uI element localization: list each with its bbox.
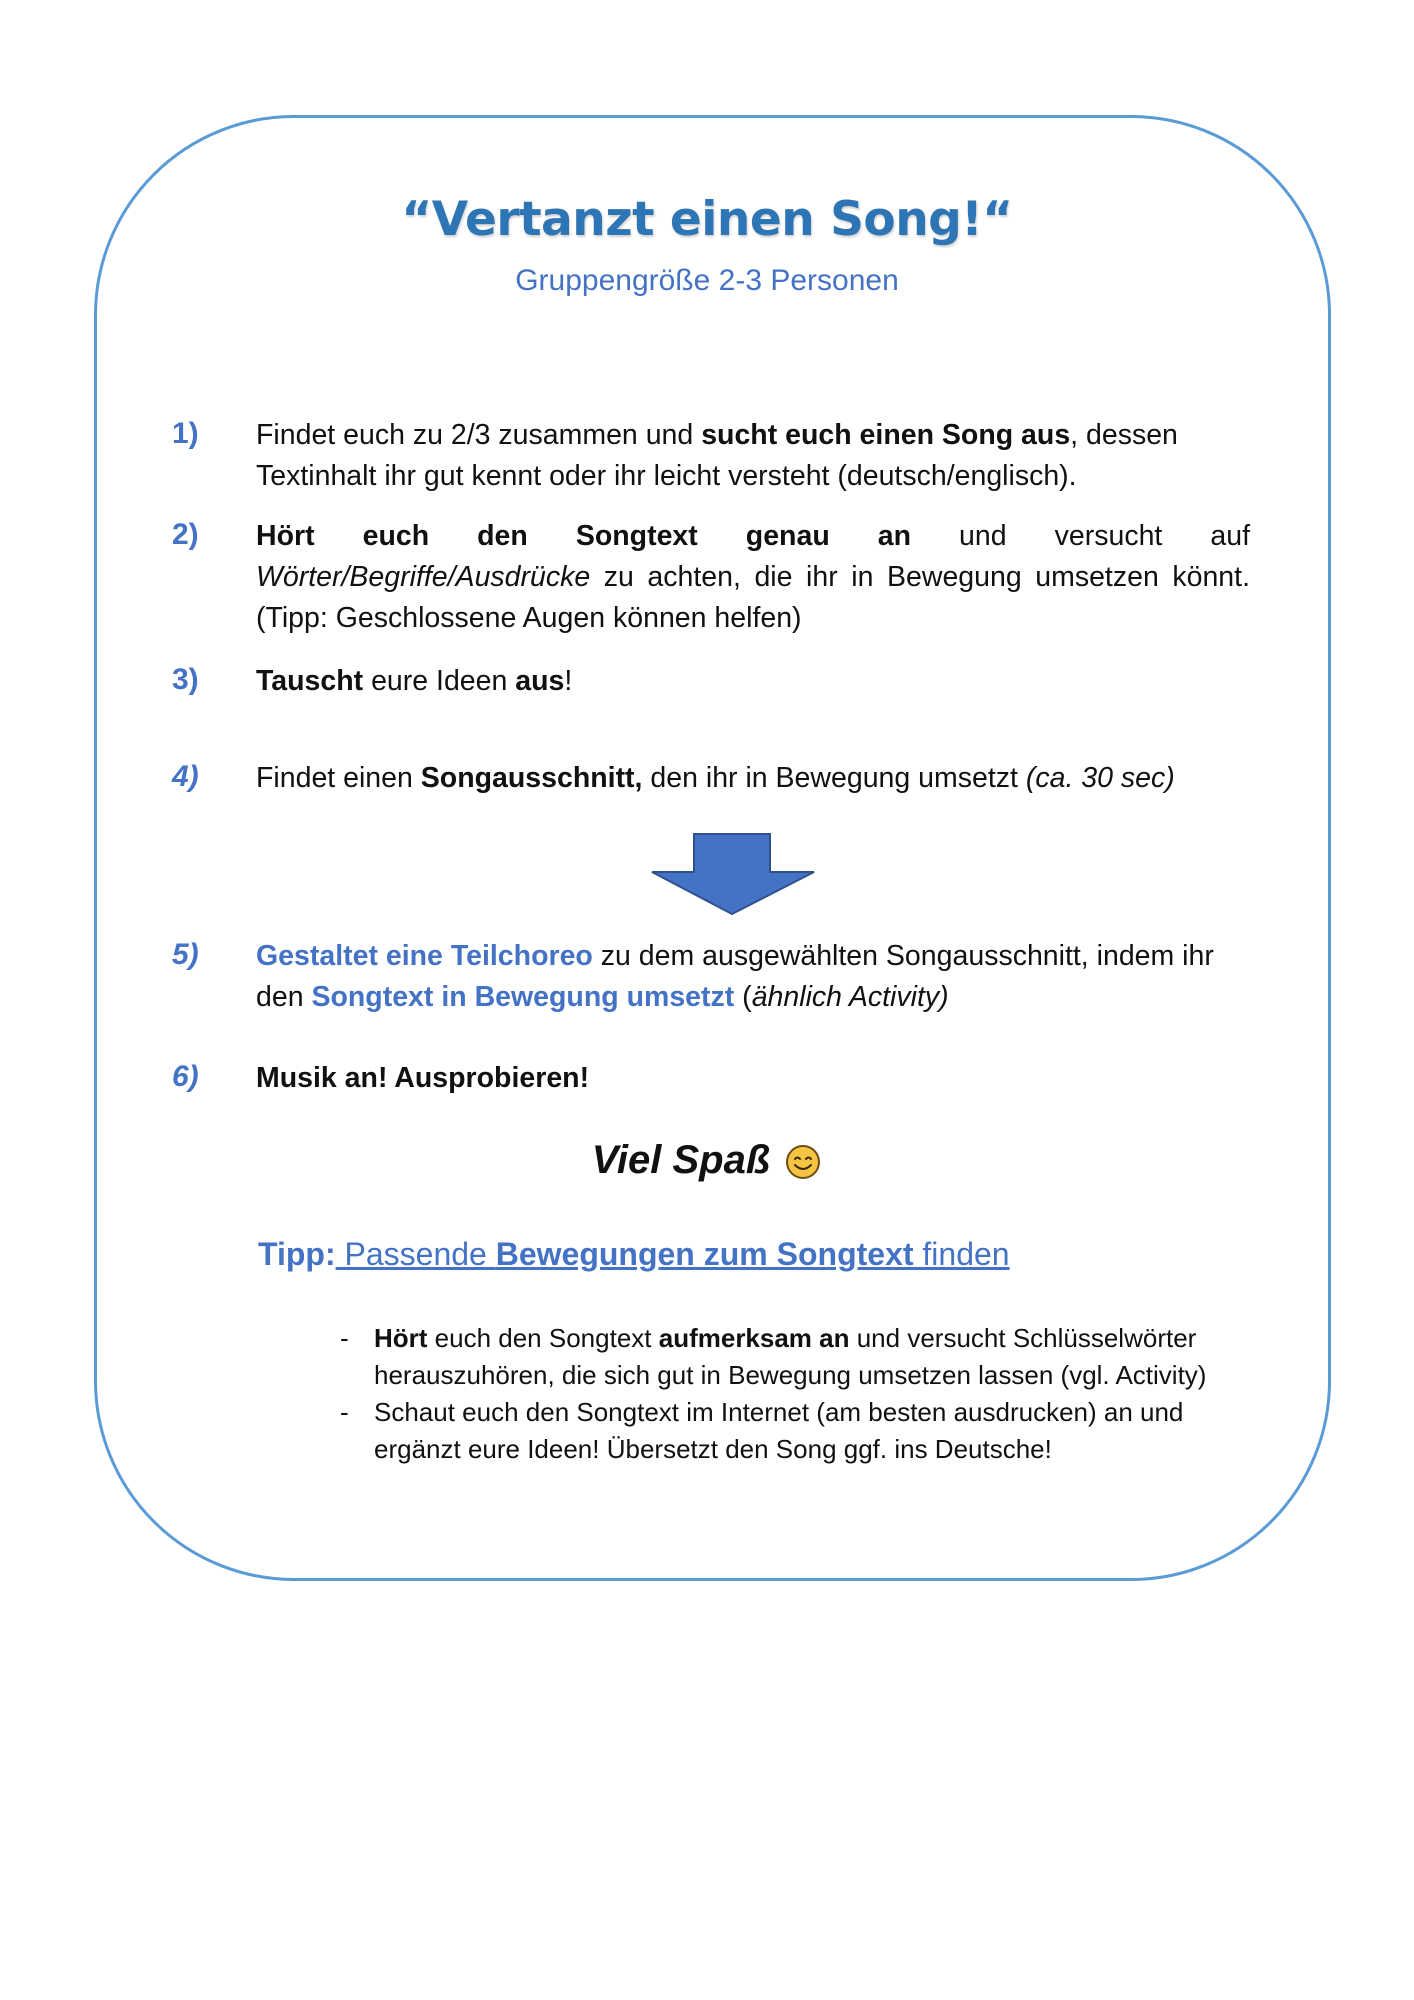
step-4-number: 4)	[172, 760, 199, 793]
step-6-text: Musik an! Ausprobieren!	[256, 1062, 590, 1094]
step-1-text: Findet euch zu 2/3 zusammen und sucht euch einen Song aus, dessen Textinhalt ihr gut kennt oder ihr leicht versteht (deutsch/englisch).	[256, 419, 1178, 492]
list-item: - Hört euch den Songtext aufmerksam an und versucht Schlüsselwörter herauszuhören, die sich gut in Bewegung umsetzen lassen (vgl. Activity)	[340, 1323, 1207, 1390]
step-4-text: Findet einen Songausschnitt, den ihr in Bewegung umsetzt (ca. 30 sec)	[256, 762, 1175, 794]
down-arrow-icon	[650, 832, 820, 916]
step-2-number: 2)	[172, 518, 199, 551]
step-5-number: 5)	[172, 938, 199, 971]
smiling-face-icon	[784, 1143, 822, 1181]
step-1-number: 1)	[172, 417, 199, 450]
fun-message	[0, 1138, 1414, 1183]
down-arrow-shape	[652, 834, 814, 914]
tip-bullet-list	[340, 1320, 1270, 1468]
tip-link[interactable]: Passende Bewegungen zum Songtext finden	[335, 1236, 1010, 1272]
step-3-number: 3)	[172, 663, 199, 696]
tip-label: Tipp:	[258, 1236, 336, 1272]
list-item: - Schaut euch den Songtext im Internet (am besten ausdrucken) an und ergänzt eure Ideen! Übersetzt den Song ggf. ins Deutsche!	[340, 1397, 1184, 1464]
tip-line	[258, 1236, 1010, 1273]
step-6-number: 6)	[172, 1060, 199, 1093]
step-5-text: Gestaltet eine Teilchoreo zu dem ausgewählten Songausschnitt, indem ihr den Songtext in Bewegung umsetzt (ähnlich Activity)	[256, 940, 1214, 1013]
step-3-text: Tauscht eure Ideen aus!	[256, 665, 573, 697]
fun-text: Viel Spaß	[591, 1138, 771, 1182]
page-title: “Vertanzt einen Song!“	[401, 192, 1013, 247]
step-2-text: Hört euch den Songtext genau an und versucht auf Wörter/Begriffe/Ausdrücke zu achten, die ihr in Bewegung umsetzen könnt. (Tipp: Geschlossene Augen können helfen)	[256, 520, 1250, 634]
group-size-subtitle: Gruppengröße 2-3 Personen	[515, 264, 899, 297]
